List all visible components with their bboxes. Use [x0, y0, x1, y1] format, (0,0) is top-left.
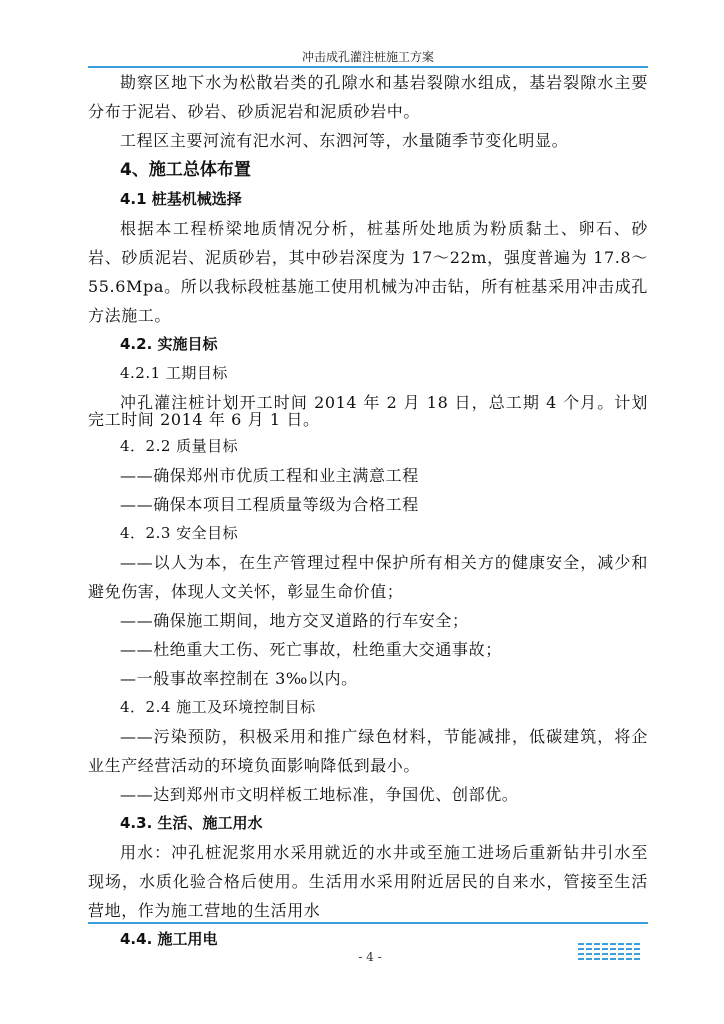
section-heading-4-3: 4.3. 生活、施工用水: [120, 814, 263, 832]
paragraph-groundwater: 勘察区地下水为松散岩类的孔隙水和基岩裂隙水组成，基岩裂隙水主要分布于泥岩、砂岩、砂质泥岩和泥质砂岩中。: [88, 73, 648, 121]
environment-goal-2: ——达到郑州市文明样板工地标准，争国优、创部优。: [120, 785, 519, 804]
paragraph-rivers: 工程区主要河流有汜水河、东泗河等，水量随季节变化明显。: [120, 131, 569, 150]
paragraph-water-supply: 用水：冲孔桩泥浆用水采用就近的水井或至施工进场后重新钻井引水至现场，水质化验合格后使用。生活用水采用附近居民的自来水，管接至生活营地，作为施工营地的生活用水: [88, 843, 648, 920]
subheading-4-2-3: 4．2.3 安全目标: [120, 524, 239, 542]
section-heading-4-2: 4.2. 实施目标: [120, 335, 218, 353]
environment-goal-1: ——污染预防，积极采用和推广绿色材料，节能减排，低碳建筑，将企业生产经营活动的环境负面影响降低到最小。: [88, 727, 648, 775]
safety-goal-4: —一般事故率控制在 3‰以内。: [120, 669, 358, 688]
footer-logo-icon: [578, 943, 642, 967]
paragraph-schedule: 冲孔灌注桩计划开工时间 2014 年 2 月 18 日，总工期 4 个月。计划完工时间 2014 年 6 月 1 日。: [88, 393, 648, 429]
footer-divider: [88, 922, 648, 924]
quality-goal-2: ——确保本项目工程质量等级为合格工程: [120, 495, 419, 514]
section-heading-4-4: 4.4. 施工用电: [120, 930, 218, 948]
safety-goal-3: ——杜绝重大工伤、死亡事故，杜绝重大交通事故；: [120, 640, 502, 659]
section-heading-4: 4、施工总体布置: [120, 160, 251, 180]
section-heading-4-1: 4.1 桩基机械选择: [120, 190, 242, 208]
subheading-4-2-2: 4．2.2 质量目标: [120, 437, 239, 455]
document-body: [88, 68, 648, 954]
page-header-title: 冲击成孔灌注桩施工方案: [301, 50, 434, 64]
paragraph-machinery: 根据本工程桥梁地质情况分析，桩基所处地质为粉质黏土、卵石、砂岩、砂质泥岩、泥质砂岩，其中砂岩深度为 17～22m，强度普遍为 17.8～55.6Mpa。所以我标段桩基施工使用机械为冲击钻，所有桩基采用冲击成孔方法施工。: [88, 219, 648, 325]
subheading-4-2-1: 4.2.1 工期目标: [120, 364, 228, 382]
safety-goal-1: ——以人为本，在生产管理过程中保护所有相关方的健康安全，减少和避免伤害，体现人文关怀，彰显生命价值；: [88, 553, 648, 601]
page-number: - 4 -: [358, 950, 382, 964]
subheading-4-2-4: 4．2.4 施工及环境控制目标: [120, 698, 316, 716]
safety-goal-2: ——确保施工期间，地方交叉道路的行车安全；: [120, 611, 469, 630]
quality-goal-1: ——确保郑州市优质工程和业主满意工程: [120, 466, 419, 485]
